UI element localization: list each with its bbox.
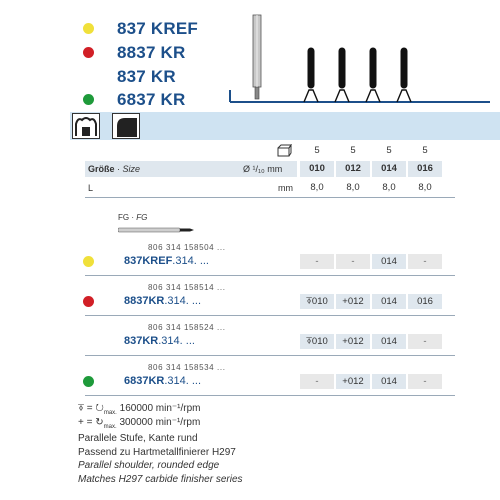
product-cell: - [336, 254, 370, 269]
pack-value: 5 [422, 145, 428, 156]
variant-code: 8837 KR [117, 43, 186, 62]
size-value: 012 [336, 161, 370, 177]
product-cell: - [408, 374, 442, 389]
product-cell: 014 [372, 254, 406, 269]
product-dot-red [83, 296, 94, 307]
product-ref: 806 314 158514 ... [148, 283, 226, 292]
product-cell: - [408, 334, 442, 349]
product-cell: - [300, 254, 334, 269]
product-code: 8837KR.314. ... [124, 295, 202, 307]
product-cell: +012 [336, 374, 370, 389]
product-dot-green [83, 376, 94, 387]
row-separator [85, 395, 455, 396]
product-ref: 806 314 158524 ... [148, 323, 226, 332]
product-code: 837KREF.314. ... [124, 255, 209, 267]
product-cell: +012 [336, 294, 370, 309]
fg-bur-icon [118, 225, 198, 235]
product-cell: 014 [372, 294, 406, 309]
length-value: 8,0 [346, 182, 360, 193]
pack-value: 5 [350, 145, 356, 156]
pack-value: 5 [314, 145, 320, 156]
product-cell: ⍕010 [300, 294, 334, 309]
size-unit: Ø ¹/₁₀ mm [243, 164, 283, 174]
prep-icon [112, 113, 140, 139]
product-cell: +012 [336, 334, 370, 349]
product-cell: - [408, 254, 442, 269]
size-value: 014 [372, 161, 406, 177]
row-separator [85, 275, 455, 276]
size-value: 016 [408, 161, 442, 177]
row-separator [85, 355, 455, 356]
product-dot-yellow [83, 256, 94, 267]
note-line: Matches H297 carbide finisher series [78, 473, 243, 485]
variant-dot-green [83, 94, 94, 105]
shank-label: FG · FG [118, 213, 148, 222]
note-line: Passend zu Hartmetallfinierer H297 [78, 446, 236, 458]
note-line: Parallel shoulder, rounded edge [78, 460, 220, 471]
length-label: L [88, 183, 94, 193]
variant-code: 837 KREF [117, 19, 198, 38]
product-notes [78, 432, 243, 486]
bur-illustration [220, 10, 500, 110]
product-cell: 016 [408, 294, 442, 309]
row-separator [85, 315, 455, 316]
pack-value: 5 [386, 145, 392, 156]
product-cell: - [300, 374, 334, 389]
product-code: 6837KR.314. ... [124, 375, 202, 387]
length-unit: mm [278, 183, 293, 193]
note-line: Parallele Stufe, Kante rund [78, 433, 198, 444]
rotation-icon: ↻ [95, 417, 104, 428]
rotation-icon: ↻ [95, 403, 104, 414]
speed-legend: + = $↻_{max.}$ 300000 min⁻¹/rpm [78, 417, 201, 430]
variant-dot-red [83, 47, 94, 58]
product-ref: 806 314 158534 ... [148, 363, 226, 372]
product-cell: 014 [372, 334, 406, 349]
length-value: 8,0 [418, 182, 432, 193]
length-value: 8,0 [382, 182, 396, 193]
variant-dot-yellow [83, 23, 94, 34]
length-value: 8,0 [310, 182, 324, 193]
size-label: Größe · Size [88, 164, 141, 174]
product-cell: 014 [372, 374, 406, 389]
package-icon [276, 144, 292, 158]
size-value: 010 [300, 161, 334, 177]
table-separator [85, 197, 455, 198]
variant-code: 837 KR [117, 67, 176, 86]
product-ref: 806 314 158504 ... [148, 243, 226, 252]
tooth-icon [72, 113, 100, 139]
product-code: 837KR.314. ... [124, 335, 195, 347]
variant-code: 6837 KR [117, 90, 186, 109]
speed-legend: ⍕ = $↻_{max.}$ 160000 min⁻¹/rpm [78, 403, 201, 416]
product-cell: ⍕010 [300, 334, 334, 349]
